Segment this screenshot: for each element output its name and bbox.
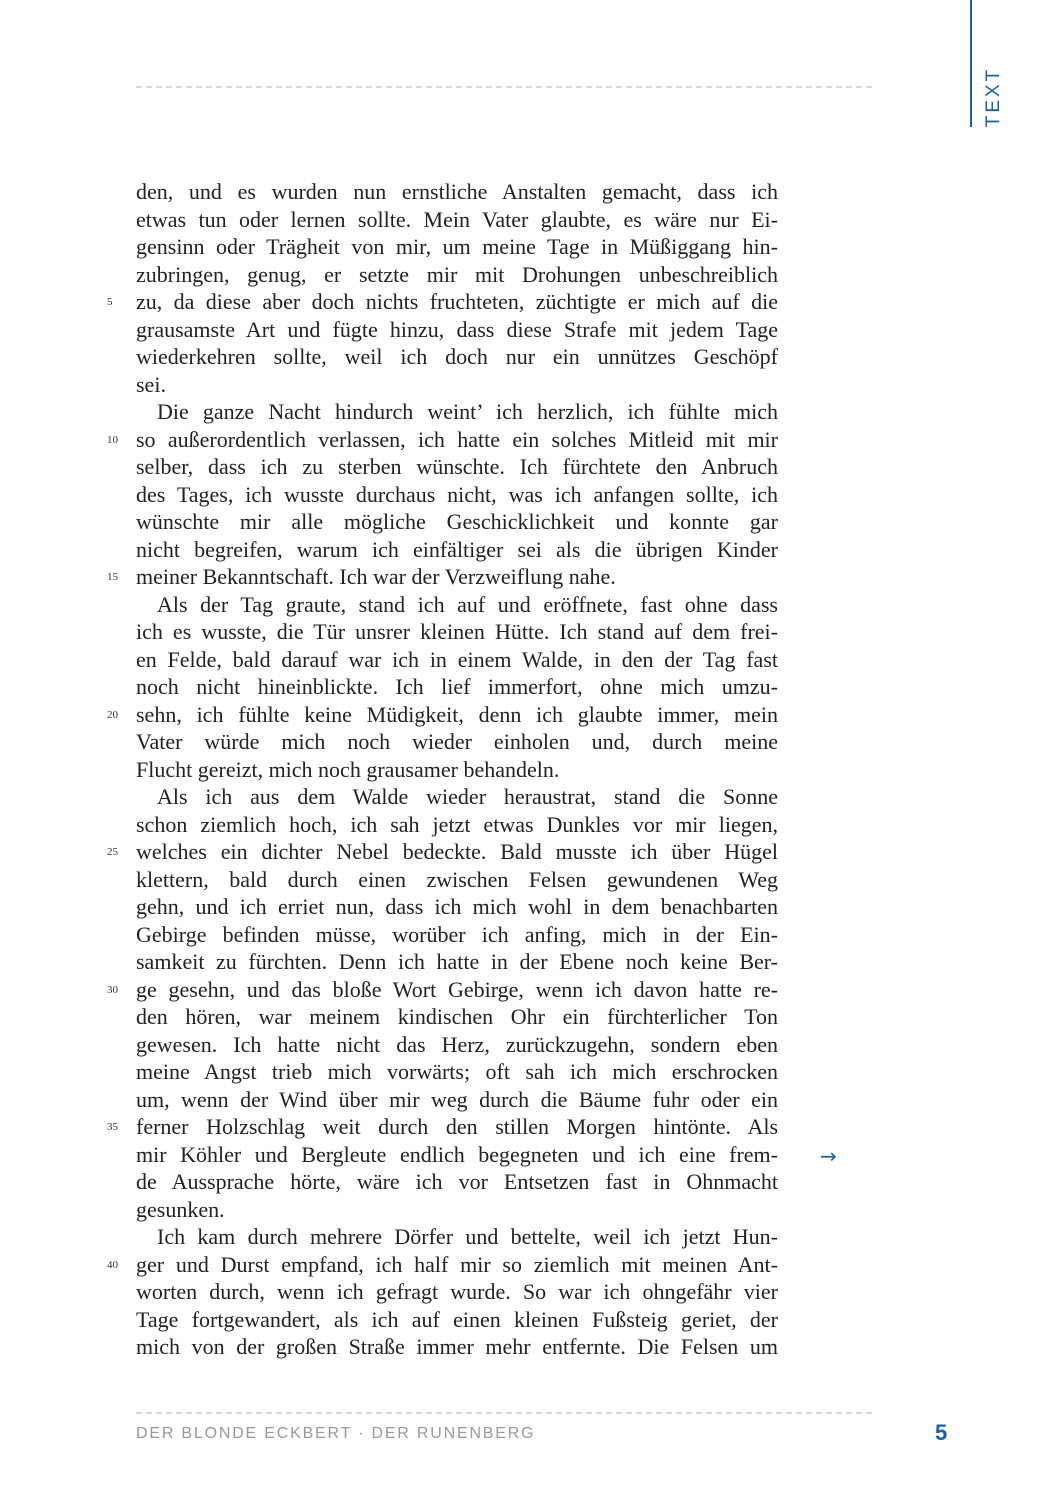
line-text: de Aussprache hörte, wäre ich vor Entsetzen fast in Ohnmacht — [136, 1169, 778, 1194]
text-line — [136, 178, 778, 206]
line-text: Die ganze Nacht hindurch weint’ ich herzlich, ich fühlte mich — [157, 399, 778, 424]
text-line — [136, 316, 778, 344]
line-text: des Tages, ich wusste durchaus nicht, was ich anfangen sollte, ich — [136, 481, 778, 507]
line-number: 40 — [107, 1258, 118, 1271]
text-line — [136, 398, 778, 426]
text-line — [107, 1113, 778, 1141]
line-number: 30 — [107, 983, 118, 996]
text-line — [136, 1003, 778, 1031]
line-text: samkeit zu fürchten. Denn ich hatte in der Ebene noch keine Ber- — [136, 949, 778, 974]
line-text: gesunken. — [136, 1196, 225, 1222]
text-line — [136, 1141, 778, 1169]
line-text: mir Köhler und Bergleute endlich begegneten und ich eine frem- — [136, 1141, 778, 1167]
line-text: etwas tun oder lernen sollte. Mein Vater glaubte, es wäre nur Ei- — [136, 206, 778, 232]
text-line — [136, 1058, 778, 1086]
text-line — [136, 948, 778, 976]
line-text: Als der Tag graute, stand ich auf und eröffnete, fast ohne dass — [157, 591, 778, 617]
line-text: meine Angst trieb mich vorwärts; oft sah ich mich erschrocken — [136, 1059, 778, 1084]
text-line — [136, 1086, 778, 1114]
text-line — [107, 701, 778, 729]
line-text: ich es wusste, die Tür unsrer kleinen Hütte. Ich stand auf dem frei- — [136, 619, 778, 644]
text-line — [136, 481, 778, 509]
text-line — [107, 288, 778, 316]
line-text: klettern, bald durch einen zwischen Felsen gewundenen Weg — [136, 866, 778, 892]
text-line — [136, 866, 778, 894]
line-number: 5 — [107, 296, 113, 308]
text-line — [136, 756, 778, 784]
text-line — [107, 976, 778, 1004]
line-text: wiederkehren sollte, weil ich doch nur ein unnützes Geschöpf — [136, 344, 778, 369]
text-line — [136, 508, 778, 536]
text-line — [136, 343, 778, 371]
text-line — [136, 673, 778, 701]
header-divider — [136, 86, 872, 88]
text-line — [136, 1306, 778, 1334]
text-line — [136, 728, 778, 756]
line-text: gehn, und ich erriet nun, dass ich mich wohl in dem benachbarten — [136, 894, 778, 919]
line-text: Tage fortgewandert, als ich auf einen kleinen Fußsteig geriet, der — [136, 1306, 778, 1332]
line-number: 20 — [107, 708, 118, 721]
line-text: so außerordentlich verlassen, ich hatte ein solches Mitleid mit mir — [136, 426, 778, 452]
section-label: TEXT — [983, 66, 1004, 128]
line-text: um, wenn der Wind über mir weg durch die Bäume fuhr oder ein — [136, 1086, 778, 1112]
line-text: selber, dass ich zu sterben wünschte. Ich fürchtete den Anbruch — [136, 454, 778, 479]
line-text: ferner Holzschlag weit durch den stillen Morgen hintönte. Als — [136, 1114, 778, 1139]
text-line — [107, 426, 778, 454]
text-line — [136, 618, 778, 646]
line-text: welches ein dichter Nebel bedeckte. Bald musste ich über Hügel — [136, 839, 778, 864]
line-text: nicht begreifen, warum ich einfältiger sei als die übrigen Kinder — [136, 536, 778, 562]
text-line — [136, 893, 778, 921]
line-number: 35 — [107, 1121, 118, 1133]
line-text: ge gesehn, und das bloße Wort Gebirge, wenn ich davon hatte re- — [136, 976, 778, 1002]
body-text — [107, 178, 778, 1361]
line-text: Vater würde mich noch wieder einholen und, durch meine — [136, 729, 778, 754]
text-line — [136, 453, 778, 481]
text-line — [136, 1333, 778, 1361]
page-number: 5 — [935, 1420, 948, 1445]
line-text: worten durch, wenn ich gefragt wurde. So war ich ohngefähr vier — [136, 1279, 778, 1304]
line-text: sehn, ich fühlte keine Müdigkeit, denn ich glaubte immer, mein — [136, 701, 778, 727]
footer-divider — [136, 1412, 872, 1414]
text-line — [136, 261, 778, 289]
line-text: mich von der großen Straße immer mehr entfernte. Die Felsen um — [136, 1334, 778, 1359]
text-line — [136, 591, 778, 619]
line-text: zu, da diese aber doch nichts fruchteten, züchtigte er mich auf die — [136, 289, 778, 314]
line-text: gensinn oder Trägheit von mir, um meine Tage in Müßiggang hin- — [136, 234, 778, 259]
line-text: meiner Bekanntschaft. Ich war der Verzweiflung nahe. — [136, 564, 616, 589]
text-line — [136, 1168, 778, 1196]
line-number: 15 — [107, 571, 118, 583]
text-line — [136, 1278, 778, 1306]
line-number: 25 — [107, 846, 118, 858]
text-line — [136, 921, 778, 949]
text-line — [136, 783, 778, 811]
text-line — [136, 646, 778, 674]
line-text: Gebirge befinden müsse, worüber ich anfing, mich in der Ein- — [136, 921, 778, 947]
line-text: Flucht gereizt, mich noch grausamer behandeln. — [136, 756, 560, 782]
line-text: noch nicht hineinblickte. Ich lief immerfort, ohne mich umzu- — [136, 674, 778, 699]
text-line — [136, 206, 778, 234]
text-line — [136, 1031, 778, 1059]
line-text: den hören, war meinem kindischen Ohr ein fürchterlicher Ton — [136, 1004, 778, 1029]
text-line — [136, 811, 778, 839]
text-line — [136, 1196, 778, 1224]
line-text: schon ziemlich hoch, ich sah jetzt etwas Dunkles vor mir liegen, — [136, 811, 778, 837]
text-line — [107, 1251, 778, 1279]
line-number: 10 — [107, 433, 118, 446]
continuation-arrow-icon: → — [820, 1144, 837, 1168]
text-line — [107, 838, 778, 866]
section-marker-line — [970, 0, 972, 127]
line-text: Als ich aus dem Walde wieder heraustrat, stand die Sonne — [157, 784, 778, 809]
line-text: sei. — [136, 371, 166, 397]
line-text: grausamste Art und fügte hinzu, dass diese Strafe mit jedem Tage — [136, 316, 778, 342]
line-text: wünschte mir alle mögliche Geschicklichkeit und konnte gar — [136, 509, 778, 534]
text-line — [107, 563, 778, 591]
line-text: zubringen, genug, er setzte mir mit Drohungen unbeschreiblich — [136, 261, 778, 287]
line-text: Ich kam durch mehrere Dörfer und bettelte, weil ich jetzt Hun- — [157, 1224, 778, 1249]
line-text: den, und es wurden nun ernstliche Anstalten gemacht, dass ich — [136, 179, 778, 204]
line-text: en Felde, bald darauf war ich in einem Walde, in den der Tag fast — [136, 646, 778, 672]
line-text: ger und Durst empfand, ich half mir so ziemlich mit meinen Ant- — [136, 1251, 778, 1277]
text-line — [136, 1223, 778, 1251]
footer-book-title: DER BLONDE ECKBERT · DER RUNENBERG — [136, 1425, 536, 1442]
line-text: gewesen. Ich hatte nicht das Herz, zurückzugehn, sondern eben — [136, 1031, 778, 1057]
text-line — [136, 536, 778, 564]
text-line — [136, 233, 778, 261]
text-line — [136, 371, 778, 399]
